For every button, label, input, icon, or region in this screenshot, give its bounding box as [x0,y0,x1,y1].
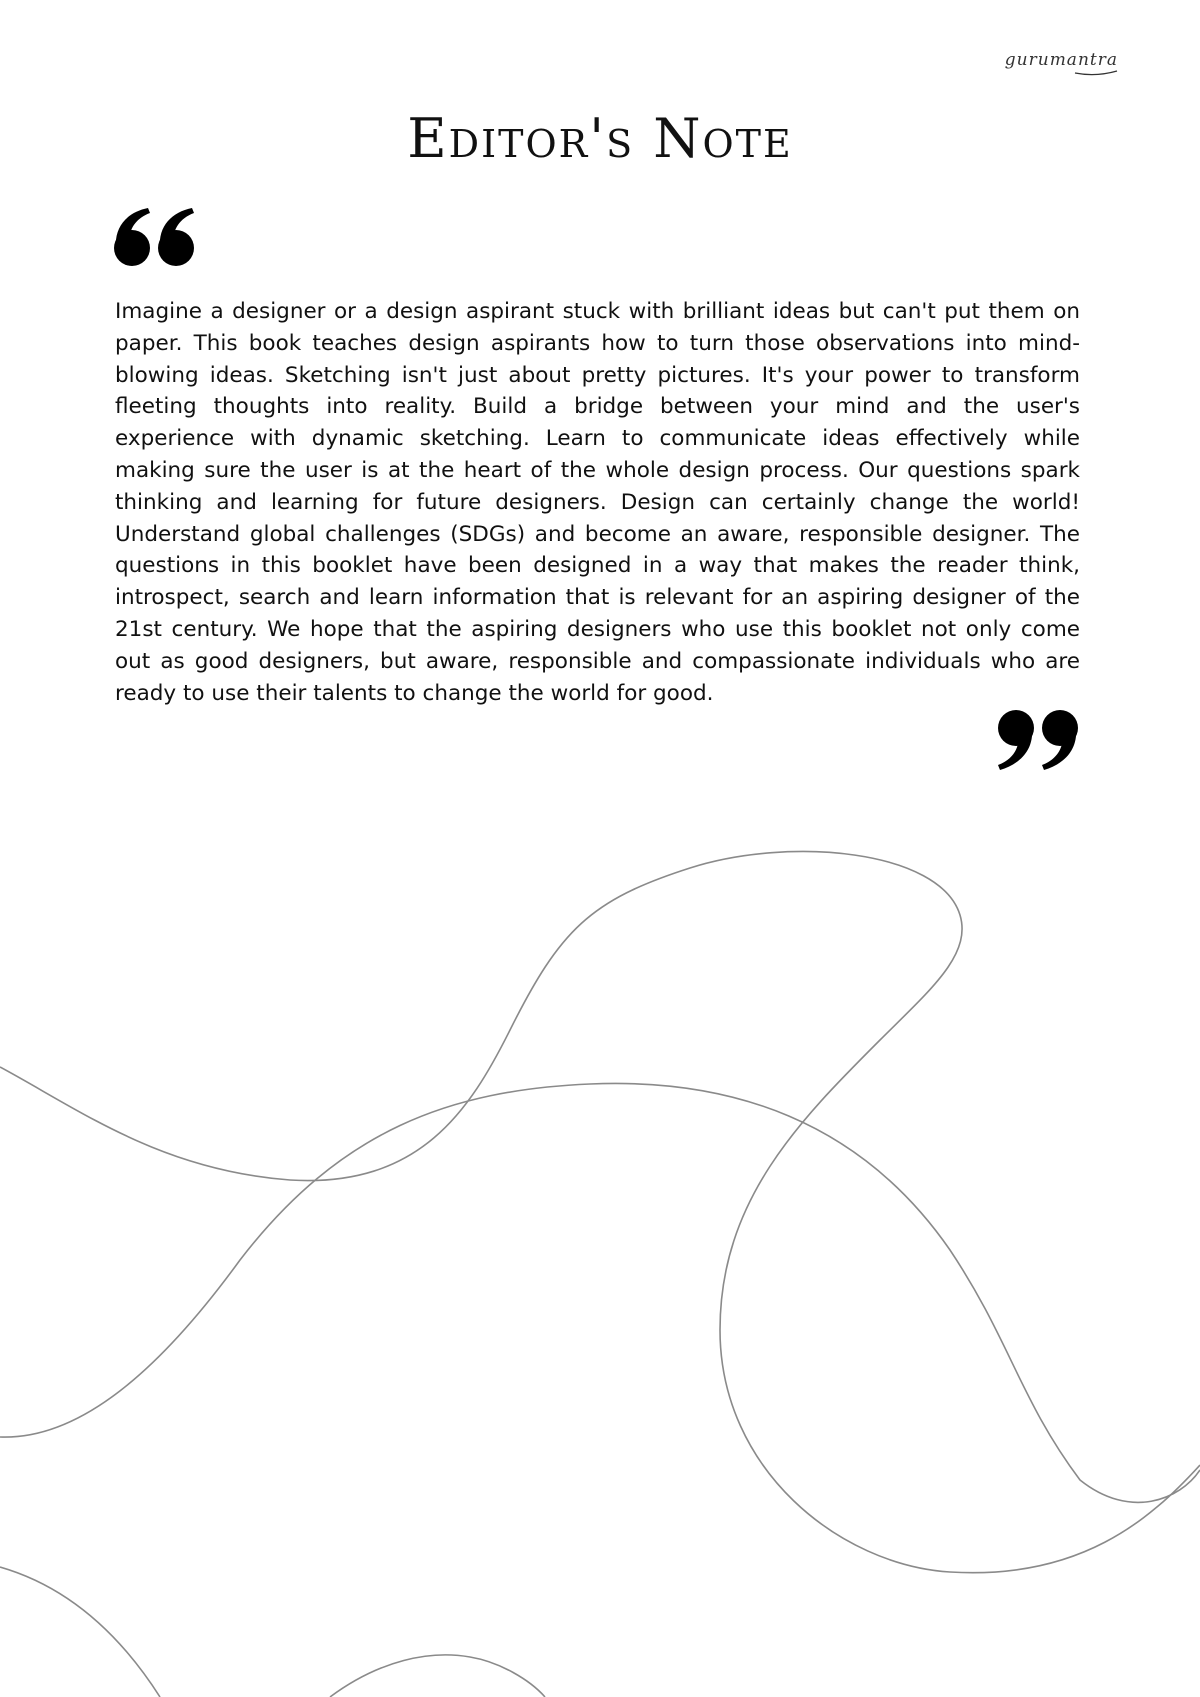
close-quote-icon [994,708,1080,770]
brand-logo: gurumantra [1004,50,1118,70]
curve-line [0,852,1200,1573]
page-title: Editor's Note [407,107,793,170]
brand-logo-swash [1074,69,1118,77]
curve-line [0,1567,160,1697]
curve-line [330,1655,545,1697]
open-quote-icon [112,208,198,270]
curve-line [0,1083,1200,1502]
editors-note-body: Imagine a designer or a design aspirant stuck with brilliant ideas but can't put them on paper. This book teaches design aspirants how to turn those observations into mind-blowing ideas. Sketching isn't just about pretty pictures. It's your power to transform fleeting thoughts into reality. Build a bridge between your mind and the user's experience with dynamic sketching. Learn to communicate ideas effectively while making sure the user is at the heart of the whole design process. Our questions spark thinking and learning for future designers. Design can certainly change the world! Understand global challenges (SDGs) and become an aware, responsible designer. The questions in this booklet have been designed in a way that makes the reader think, introspect, search and learn information that is relevant for an aspiring designer of the 21st century. We hope that the aspiring designers who use this booklet not only come out as good designers, but aware, responsible and compassionate individuals who are ready to use their talents to change the world for good. [115,299,1080,706]
